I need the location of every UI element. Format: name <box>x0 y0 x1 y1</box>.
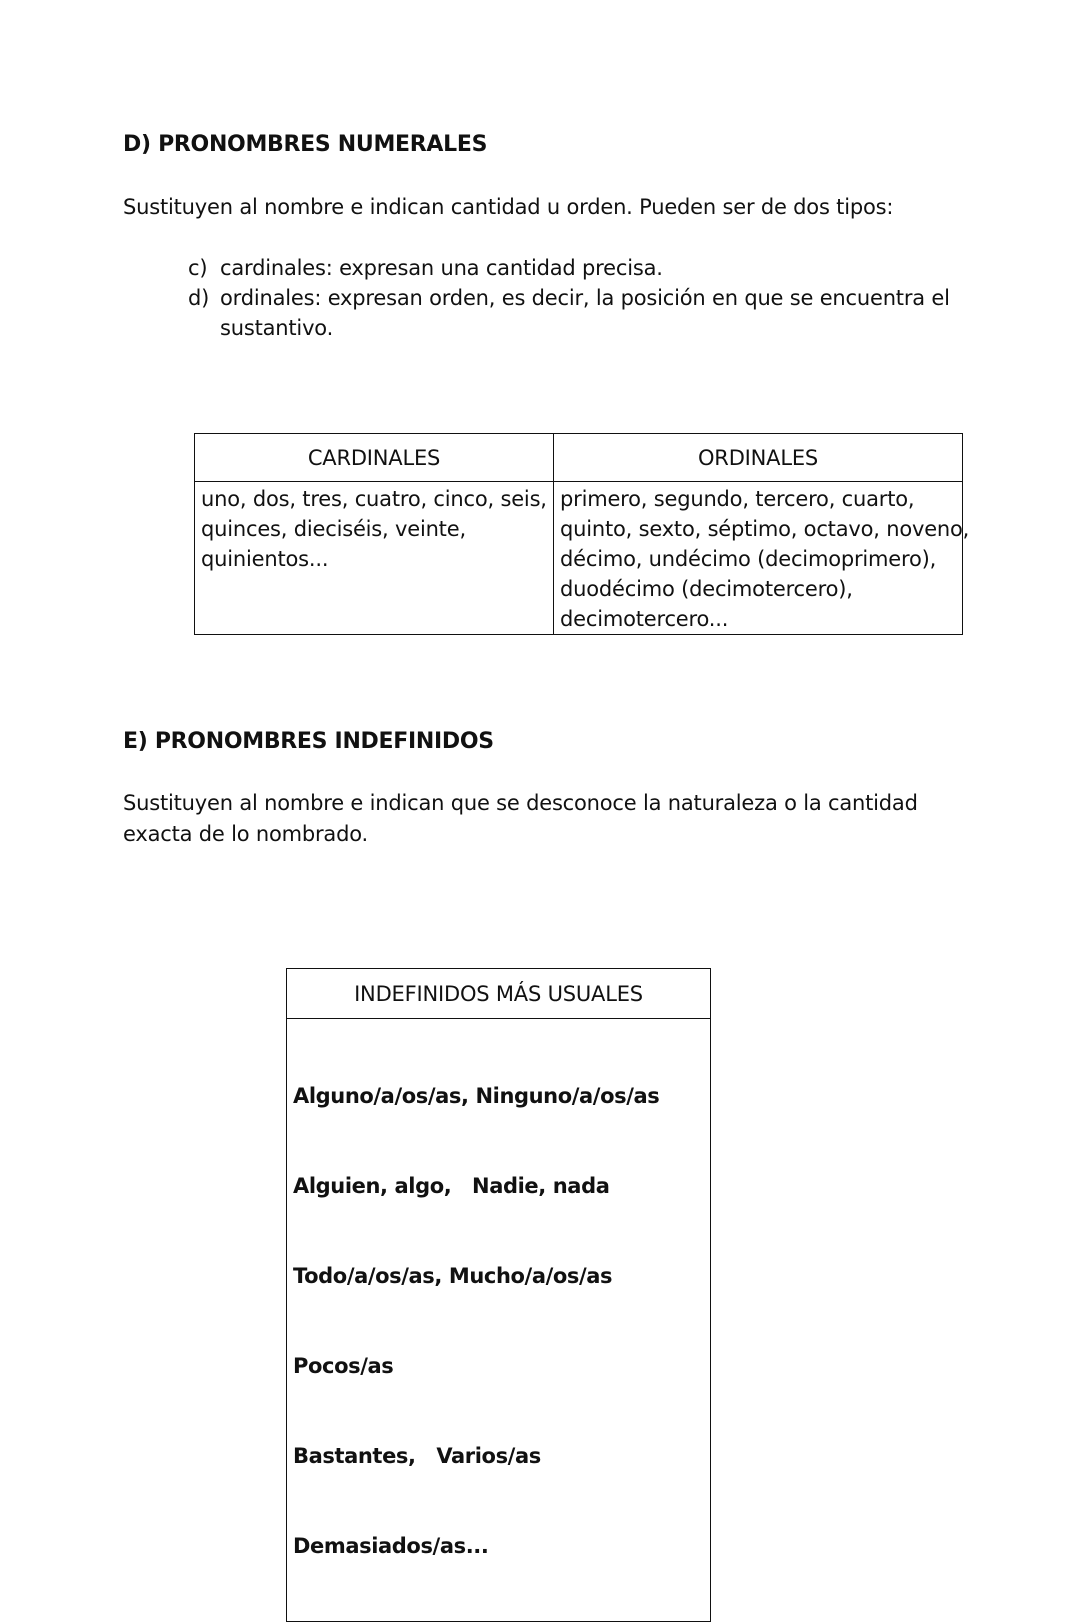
list-item-text: cardinales: expresan una cantidad precisa. <box>220 256 663 280</box>
ordinales-line: décimo, undécimo (decimoprimero), <box>560 547 937 571</box>
column-header-indefinidos: INDEFINIDOS MÁS USUALES <box>287 969 711 1019</box>
indefinidos-line: Pocos/as <box>293 1354 394 1378</box>
list-item-text: ordinales: expresan orden, es decir, la posición en que se encuentra el <box>220 286 950 310</box>
list-item-ordinales <box>188 283 988 343</box>
list-item-text-continued: sustantivo. <box>220 316 334 340</box>
column-header-cardinales: CARDINALES <box>195 434 554 482</box>
section-d-heading: D) PRONOMBRES NUMERALES <box>123 132 488 157</box>
indefinidos-line: Alguno/a/os/as, Ninguno/a/os/as <box>293 1084 660 1108</box>
table-header-row <box>195 434 963 482</box>
section-e-intro-line: exacta de lo nombrado. <box>123 822 368 846</box>
ordinales-line: duodécimo (decimotercero), <box>560 577 853 601</box>
section-d-intro: Sustituyen al nombre e indican cantidad u orden. Pueden ser de dos tipos: <box>123 195 894 219</box>
indefinidos-line: Todo/a/os/as, Mucho/a/os/as <box>293 1264 613 1288</box>
indefinidos-text <box>287 1019 710 1621</box>
numeral-types-list <box>188 253 988 343</box>
indefinidos-cell <box>287 1019 711 1622</box>
table-row <box>287 1019 711 1622</box>
cardinales-line: quinientos... <box>201 547 329 571</box>
table-header-row <box>287 969 711 1019</box>
list-marker: d) <box>188 286 210 310</box>
ordinales-text <box>554 482 970 634</box>
table-row <box>195 482 963 635</box>
cardinales-text <box>195 482 553 574</box>
ordinales-cell <box>554 482 970 635</box>
section-e-intro-line: Sustituyen al nombre e indican que se desconoce la naturaleza o la cantidad <box>123 791 918 815</box>
section-e-intro <box>123 788 1003 850</box>
list-marker: c) <box>188 256 208 280</box>
cardinales-line: uno, dos, tres, cuatro, cinco, seis, <box>201 487 547 511</box>
ordinales-line: quinto, sexto, séptimo, octavo, noveno, <box>560 517 970 541</box>
cardinales-line: quinces, dieciséis, veinte, <box>201 517 466 541</box>
indefinidos-table <box>286 968 711 1622</box>
ordinales-line: decimotercero... <box>560 607 729 631</box>
ordinales-line: primero, segundo, tercero, cuarto, <box>560 487 915 511</box>
list-item-cardinales <box>188 253 988 283</box>
column-header-ordinales: ORDINALES <box>554 434 963 482</box>
indefinidos-line: Bastantes, Varios/as <box>293 1444 541 1468</box>
numerales-table <box>194 433 970 635</box>
cardinales-cell <box>195 482 554 635</box>
indefinidos-line: Demasiados/as... <box>293 1534 489 1558</box>
section-e-heading: E) PRONOMBRES INDEFINIDOS <box>123 729 494 754</box>
indefinidos-line: Alguien, algo, Nadie, nada <box>293 1174 610 1198</box>
